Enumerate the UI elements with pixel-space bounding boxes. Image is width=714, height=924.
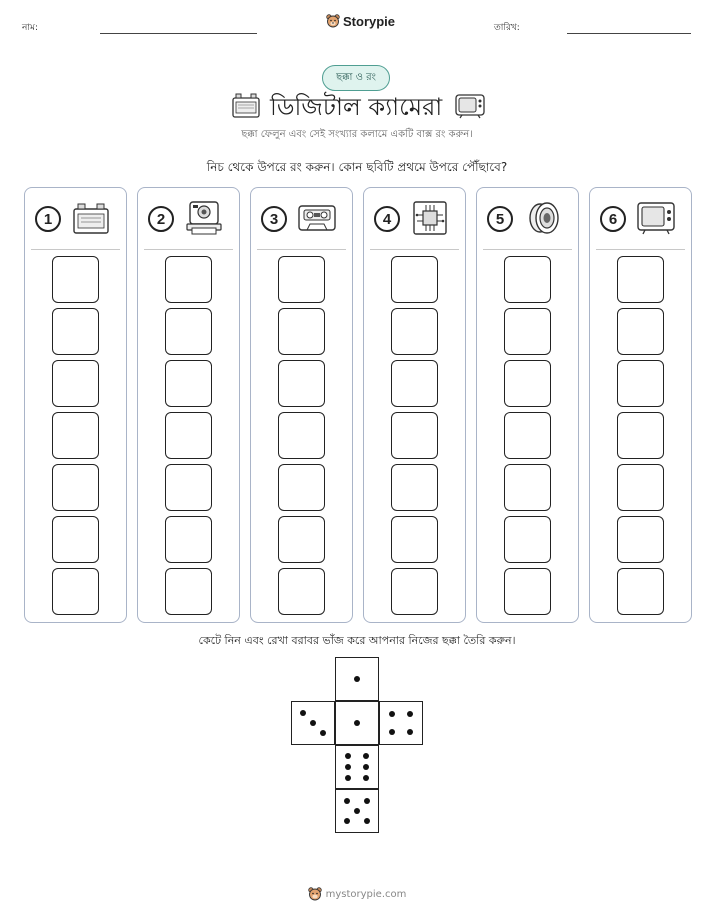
column-number: 2 xyxy=(148,206,174,232)
cut-instruction: কেটে নিন এবং রেখা বরাবর ভাঁজ করে আপনার নিজের ছক্কা তৈরি করুন। xyxy=(198,634,516,647)
dice-pip xyxy=(344,818,350,824)
column-header xyxy=(138,198,239,242)
dice-face-1 xyxy=(335,657,379,701)
column-header xyxy=(364,198,465,242)
color-box[interactable] xyxy=(52,256,99,303)
color-box[interactable] xyxy=(52,464,99,511)
dice-pip xyxy=(389,729,395,735)
instruction: নিচ থেকে উপরে রং করুন। কোন ছবিটি প্রথমে উপরে পৌঁছাবে? xyxy=(206,160,508,174)
color-box[interactable] xyxy=(391,568,438,615)
subtitle: ছক্কা ফেলুন এবং সেই সংখ্যার কলামে একটি বাক্স রং করুন। xyxy=(241,129,473,140)
color-box[interactable] xyxy=(278,308,325,355)
column-divider xyxy=(257,249,346,250)
dice-pip xyxy=(310,720,316,726)
color-box[interactable] xyxy=(165,360,212,407)
color-box[interactable] xyxy=(504,464,551,511)
color-box[interactable] xyxy=(278,516,325,563)
dice-pip xyxy=(354,808,360,814)
color-box[interactable] xyxy=(165,412,212,459)
color-box[interactable] xyxy=(278,464,325,511)
bear-icon xyxy=(326,14,340,29)
column-header xyxy=(25,198,126,242)
dice-pip xyxy=(363,764,369,770)
column-header xyxy=(251,198,352,242)
dice-pip xyxy=(407,711,413,717)
column-divider xyxy=(370,249,459,250)
color-box[interactable] xyxy=(504,256,551,303)
instant-camera-icon xyxy=(184,200,224,236)
color-box[interactable] xyxy=(52,308,99,355)
tv-icon xyxy=(636,200,676,236)
column-number: 1 xyxy=(35,206,61,232)
column-divider xyxy=(144,249,233,250)
footer xyxy=(0,887,714,902)
color-box[interactable] xyxy=(278,256,325,303)
dice-pip xyxy=(345,753,351,759)
color-box[interactable] xyxy=(278,568,325,615)
cassette-icon xyxy=(297,200,337,236)
dice-face-3 xyxy=(291,701,335,745)
name-line xyxy=(100,33,257,34)
header xyxy=(0,14,714,40)
color-box[interactable] xyxy=(617,464,664,511)
dice-pip xyxy=(344,798,350,804)
date-line xyxy=(567,33,691,34)
column-number: 4 xyxy=(374,206,400,232)
column-3 xyxy=(250,187,353,623)
color-box[interactable] xyxy=(165,308,212,355)
column-number: 5 xyxy=(487,206,513,232)
column-header xyxy=(477,198,578,242)
color-box[interactable] xyxy=(165,464,212,511)
dice-pip xyxy=(320,730,326,736)
color-box[interactable] xyxy=(504,360,551,407)
dice-pip xyxy=(354,720,360,726)
dice-face-5 xyxy=(335,789,379,833)
color-box[interactable] xyxy=(617,308,664,355)
bear-icon xyxy=(308,887,322,902)
dice-pip xyxy=(407,729,413,735)
color-box[interactable] xyxy=(391,360,438,407)
dice-pip xyxy=(364,798,370,804)
brand-name: Storypie xyxy=(343,14,396,29)
dice-pip xyxy=(300,710,306,716)
color-box[interactable] xyxy=(391,464,438,511)
color-box[interactable] xyxy=(165,568,212,615)
dice-pip xyxy=(363,775,369,781)
footer-url: mystorypie.com xyxy=(325,889,407,900)
column-4 xyxy=(363,187,466,623)
color-box[interactable] xyxy=(165,516,212,563)
column-1 xyxy=(24,187,127,623)
color-box[interactable] xyxy=(617,256,664,303)
color-box[interactable] xyxy=(617,568,664,615)
dice-face-4 xyxy=(379,701,423,745)
color-box[interactable] xyxy=(391,516,438,563)
title-row xyxy=(0,89,714,123)
date-label: তারিখ: xyxy=(494,23,520,33)
battery-icon xyxy=(230,91,262,119)
dice-pip xyxy=(354,676,360,682)
column-divider xyxy=(31,249,120,250)
battery-icon xyxy=(71,200,111,236)
tv-icon xyxy=(454,91,486,119)
color-box[interactable] xyxy=(52,516,99,563)
color-box[interactable] xyxy=(52,568,99,615)
column-number: 3 xyxy=(261,206,287,232)
dice-net xyxy=(0,655,714,835)
column-5 xyxy=(476,187,579,623)
dice-pip xyxy=(345,764,351,770)
color-box[interactable] xyxy=(278,360,325,407)
color-box[interactable] xyxy=(165,256,212,303)
dice-face-6 xyxy=(335,745,379,789)
column-divider xyxy=(596,249,685,250)
color-box[interactable] xyxy=(504,412,551,459)
color-box[interactable] xyxy=(391,308,438,355)
color-box[interactable] xyxy=(52,360,99,407)
dice-pip xyxy=(363,753,369,759)
name-label: নাম: xyxy=(22,23,39,33)
dice-pip xyxy=(345,775,351,781)
color-box[interactable] xyxy=(617,516,664,563)
color-box[interactable] xyxy=(504,568,551,615)
color-box[interactable] xyxy=(617,412,664,459)
camera-lens-icon xyxy=(523,200,563,236)
dice-face-1 xyxy=(335,701,379,745)
column-6 xyxy=(589,187,692,623)
column-number: 6 xyxy=(600,206,626,232)
columns-grid xyxy=(24,187,692,623)
color-box[interactable] xyxy=(278,412,325,459)
color-box[interactable] xyxy=(504,308,551,355)
column-2 xyxy=(137,187,240,623)
dice-pip xyxy=(389,711,395,717)
column-divider xyxy=(483,249,572,250)
color-box[interactable] xyxy=(504,516,551,563)
category-badge: ছক্কা ও রং xyxy=(322,65,390,91)
color-box[interactable] xyxy=(391,412,438,459)
brand-logo xyxy=(326,14,395,29)
color-box[interactable] xyxy=(617,360,664,407)
color-box[interactable] xyxy=(52,412,99,459)
column-header xyxy=(590,198,691,242)
page-title: ডিজিটাল ক্যামেরা xyxy=(270,93,443,121)
microchip-icon xyxy=(410,200,450,236)
color-box[interactable] xyxy=(391,256,438,303)
dice-pip xyxy=(364,818,370,824)
